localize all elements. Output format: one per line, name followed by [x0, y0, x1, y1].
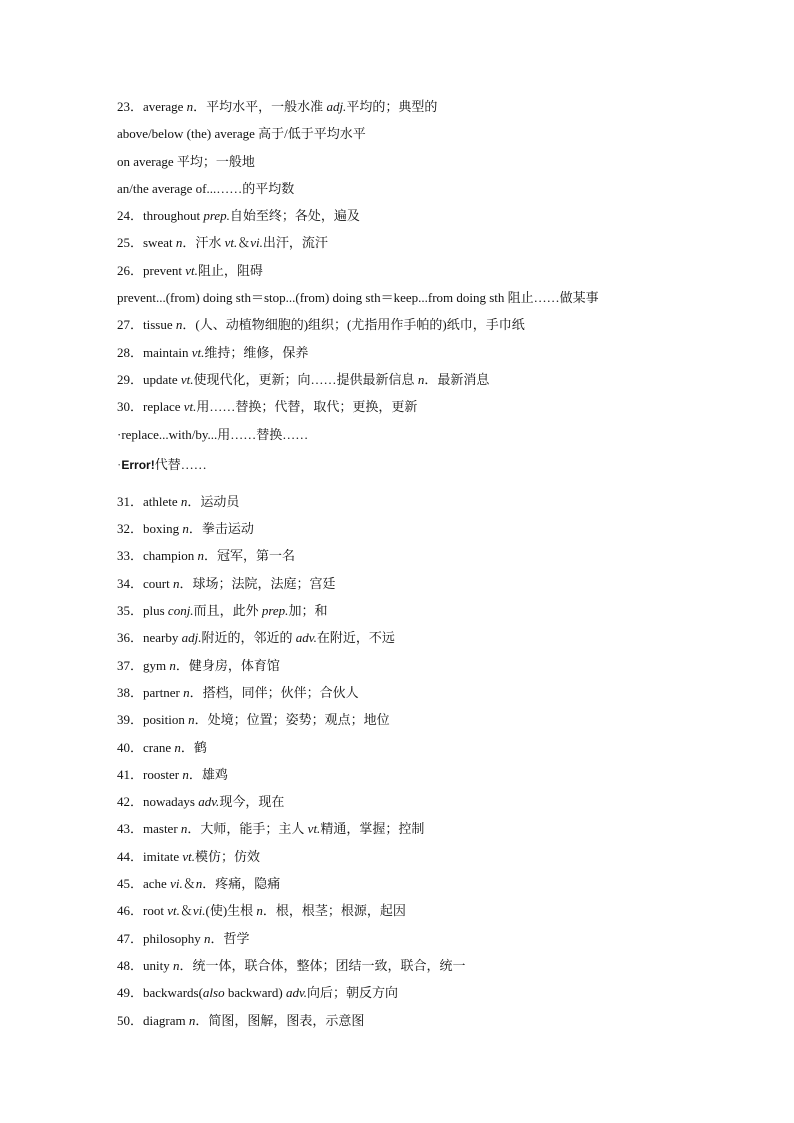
entry-text: 平均的；典型的	[346, 99, 438, 114]
part-of-speech: vt.	[180, 371, 194, 387]
entry-text: ．(人、动植物细胞的)组织；(尤指用作手帕的)纸巾，手巾纸	[182, 317, 525, 333]
entry-text: 48．unity	[117, 957, 173, 973]
vocab-line-l38	[117, 679, 677, 706]
part-of-speech: n	[204, 930, 211, 946]
vocab-line-l32	[117, 515, 677, 542]
entry-text: ．雄鸡	[188, 766, 228, 782]
part-of-speech: vi.	[192, 903, 206, 919]
vocab-line-l24	[117, 202, 677, 229]
entry-text: 自始至终；各处，遍及	[229, 208, 360, 224]
part-of-speech: n	[175, 235, 183, 251]
vocabulary-document	[117, 93, 677, 1034]
entry-text: ．最新消息	[424, 371, 490, 387]
entry-text: 代替……	[154, 456, 207, 472]
entry-text: 而且，此外	[193, 603, 262, 619]
entry-text: ．简图，图解，图表，示意图	[195, 1012, 365, 1028]
entry-text: 34．court	[117, 575, 173, 591]
part-of-speech: adv.	[198, 794, 220, 810]
vocab-line-l28	[117, 339, 677, 366]
entry-text: ．运动员	[187, 493, 240, 509]
part-of-speech: n	[182, 766, 189, 782]
entry-text: ．处境；位置；姿势；观点；地位	[194, 712, 390, 728]
vocab-line-l23b	[117, 148, 677, 175]
part-of-speech: n	[180, 821, 188, 837]
part-of-speech: adv.	[285, 985, 308, 1001]
entry-text: an/the average of...……的平均数	[117, 180, 295, 196]
entry-text: 26．prevent	[117, 262, 186, 278]
vocab-line-l26a	[117, 284, 677, 311]
entry-text: 24．throughout	[117, 208, 204, 224]
vocab-line-l40	[117, 734, 677, 761]
part-of-speech: also	[202, 985, 225, 1001]
entry-text: ＆	[179, 903, 193, 919]
part-of-speech: vt.	[224, 235, 238, 251]
entry-text: 38．partner	[117, 684, 184, 700]
part-of-speech: vt.	[307, 821, 321, 837]
entry-text: 41．rooster	[117, 766, 183, 782]
vocab-line-l45	[117, 870, 677, 897]
error-field-text: Error!	[121, 457, 155, 472]
vocab-line-l33	[117, 542, 677, 569]
entry-text: 27．tissue	[117, 317, 176, 333]
vocab-line-l34	[117, 570, 677, 597]
part-of-speech: conj.	[167, 603, 194, 619]
vocab-line-l26	[117, 257, 677, 284]
entry-text: 精通，掌握；控制	[320, 821, 425, 837]
vocab-line-l29	[117, 366, 677, 393]
entry-text: 29．update	[117, 371, 181, 387]
vocab-line-l47	[117, 925, 677, 952]
entry-text: 45．ache	[117, 876, 171, 892]
entry-text: ．统一体，联合体，整体；团结一致，联合，统一	[179, 957, 466, 973]
part-of-speech: n	[182, 521, 189, 537]
part-of-speech: n	[197, 548, 205, 564]
part-of-speech: n	[169, 657, 176, 673]
entry-text: ．搭档，同伴；伙伴；合伙人	[189, 684, 359, 700]
vocab-line-l23a	[117, 120, 677, 147]
entry-text: 加；和	[288, 603, 328, 619]
entry-text: 43．master	[117, 821, 181, 837]
entry-text: 23．average	[117, 99, 187, 114]
part-of-speech: n	[175, 317, 183, 333]
vocab-line-l44	[117, 843, 677, 870]
entry-text: ．球场；法院，法庭；宫廷	[179, 575, 336, 591]
entry-text: 42．nowadays	[117, 794, 199, 810]
vocab-line-l23	[117, 93, 677, 120]
entry-text: 模仿；仿效	[195, 848, 261, 864]
vocab-line-l43	[117, 815, 677, 842]
vocab-line-l30	[117, 393, 677, 420]
entry-text: 32．boxing	[117, 521, 183, 537]
part-of-speech: vt.	[185, 262, 198, 278]
part-of-speech: prep.	[261, 603, 289, 619]
entry-text: 现今，现在	[219, 794, 285, 810]
vocab-line-l25	[117, 229, 677, 256]
entry-text: 在附近，不远	[316, 630, 395, 646]
vocab-line-l37	[117, 652, 677, 679]
entry-text: ．大师，能手；主人	[187, 821, 308, 837]
part-of-speech: n	[180, 493, 188, 509]
entry-text: ＆	[182, 876, 196, 892]
entry-text: ．疼痛，隐痛	[202, 876, 281, 892]
entry-text: 阻止，阻碍	[197, 262, 263, 278]
entry-text: 31．athlete	[117, 493, 181, 509]
part-of-speech: n	[256, 903, 263, 919]
vocab-line-l42	[117, 788, 677, 815]
part-of-speech: n	[183, 684, 190, 700]
entry-text: 维持；维修，保养	[204, 344, 309, 360]
entry-text: above/below (the) average 高于/低于平均水平	[117, 126, 366, 142]
entry-text: ．哲学	[210, 930, 250, 946]
entry-text: ．根，根茎；根源，起因	[262, 903, 406, 919]
entry-text: 39．position	[117, 712, 189, 728]
part-of-speech: vt.	[183, 399, 197, 415]
entry-text: 47．philosophy	[117, 930, 205, 946]
part-of-speech: adj.	[326, 99, 347, 114]
part-of-speech: n	[188, 1012, 196, 1028]
entry-text: 用……替换；代替，取代；更换，更新	[196, 399, 418, 415]
part-of-speech: vi.	[170, 876, 183, 892]
entry-text: 40．crane	[117, 739, 175, 755]
part-of-speech: n	[172, 575, 180, 591]
vocab-line-l49	[117, 979, 677, 1006]
entry-text: 44．imitate	[117, 848, 183, 864]
vocab-line-l50	[117, 1007, 677, 1034]
entry-text: 28．maintain	[117, 344, 192, 360]
entry-text: ＆	[237, 235, 251, 251]
entry-text: 37．gym	[117, 657, 170, 673]
entry-text: on average 平均；一般地	[117, 153, 255, 169]
entry-text: ·	[117, 456, 122, 472]
vocab-line-l39	[117, 706, 677, 733]
entry-text: ·replace...with/by...用……替换……	[117, 426, 309, 442]
part-of-speech: n	[186, 99, 194, 114]
entry-text: 33．champion	[117, 548, 198, 564]
vocab-line-l30b	[117, 448, 677, 482]
entry-text: 使现代化，更新；向……提供最新信息	[193, 371, 418, 387]
vocab-line-l48	[117, 952, 677, 979]
part-of-speech: vt.	[182, 848, 195, 864]
entry-text: 25．sweat	[117, 235, 176, 251]
entry-text: ．冠军，第一名	[204, 548, 296, 564]
entry-text: 49．backwards(	[117, 985, 203, 1001]
part-of-speech: n	[195, 876, 203, 892]
part-of-speech: vt.	[167, 903, 180, 919]
vocab-line-l46	[117, 897, 677, 924]
entry-text: (使)生根	[205, 903, 257, 919]
part-of-speech: vt.	[191, 344, 205, 360]
vocab-line-l41	[117, 761, 677, 788]
part-of-speech: n	[174, 739, 181, 755]
vocab-line-l27	[117, 311, 677, 338]
entry-text: ．鹤	[180, 739, 207, 755]
vocab-line-l35	[117, 597, 677, 624]
entry-text: 46．root	[117, 903, 168, 919]
entry-text: 36．nearby	[117, 630, 182, 646]
vocab-line-l23c	[117, 175, 677, 202]
entry-text: ．健身房，体育馆	[175, 657, 280, 673]
entry-text: prevent...(from) doing sth＝stop...(from) doing sth＝keep...from doing sth 阻止……做某事	[117, 290, 599, 306]
entry-text: 50．diagram	[117, 1012, 189, 1028]
entry-text: 出汗，流汗	[262, 235, 328, 251]
part-of-speech: n	[417, 371, 425, 387]
vocab-line-l36	[117, 624, 677, 651]
part-of-speech: adv.	[295, 630, 317, 646]
part-of-speech: n	[172, 957, 180, 973]
part-of-speech: prep.	[203, 208, 230, 224]
entry-text: 30．replace	[117, 399, 184, 415]
vocab-line-l31	[117, 488, 677, 515]
entry-text: 35．plus	[117, 603, 168, 619]
entry-text: 附近的，邻近的	[201, 630, 296, 646]
entry-text: 向后；朝反方向	[307, 985, 399, 1001]
vocab-line-l30a	[117, 421, 677, 448]
entry-text: ．平均水平，一般水准	[193, 99, 327, 114]
part-of-speech: vi.	[250, 235, 263, 251]
entry-text: ．汗水	[182, 235, 225, 251]
part-of-speech: n	[188, 712, 195, 728]
part-of-speech: adj.	[181, 630, 202, 646]
entry-text: ．拳击运动	[188, 521, 254, 537]
entry-text: backward)	[224, 985, 286, 1001]
